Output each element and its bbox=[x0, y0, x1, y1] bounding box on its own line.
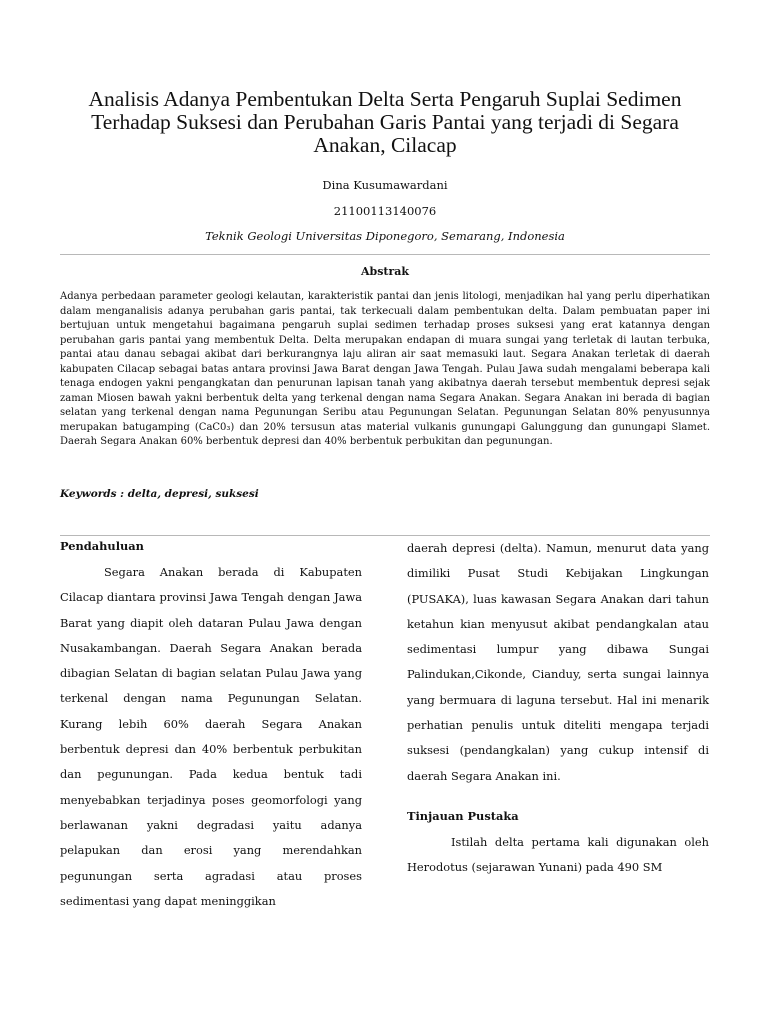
student-id: 21100113140076 bbox=[333, 204, 437, 218]
divider-top bbox=[60, 254, 710, 255]
affiliation: Teknik Geologi Universitas Diponegoro, Semarang, Indonesia bbox=[205, 229, 565, 243]
section-heading-literature-review: Tinjauan Pustaka bbox=[407, 808, 519, 823]
author-name: Dina Kusumawardani bbox=[322, 178, 448, 192]
section-heading-introduction: Pendahuluan bbox=[60, 539, 144, 553]
section-gap bbox=[407, 789, 709, 806]
left-column bbox=[60, 536, 362, 914]
introduction-paragraph: Segara Anakan berada di Kabupaten Cilacap diantara provinsi Jawa Tengah dengan Jawa Barat yang diapit oleh dataran Pulau Jawa dengan Nusakambangan. Daerah Segara Anakan berada dibagian Selatan di bagian selatan Pulau Jawa yang terkenal dengan nama Pegunungan Selatan. Kurang lebih 60% daerah Segara Anakan berbentuk depresi dan 40% berbentuk perbukitan dan pegunungan. Pada kedua bentuk tadi menyebabkan terjadinya poses geomorfologi yang berlawanan yakni degradasi yaitu adanya pelapukan dan erosi yang merendahkan pegunungan serta agradasi atau proses sedimentasi yang dapat meninggikan bbox=[60, 565, 362, 908]
right-column bbox=[407, 536, 709, 881]
literature-review-paragraph: Istilah delta pertama kali digunakan oleh Herodotus (sejarawan Yunani) pada 490 SM bbox=[407, 834, 709, 875]
abstract-body: Adanya perbedaan parameter geologi kelautan, karakteristik pantai dan jenis litologi, menjadikan hal yang perlu diperhatikan dalam menganalisis adanya perubahan garis pantai, tak terkecuali dalam pembentukan delta. Dalam pembuatan paper ini bertujuan untuk mengetahui bagaimana pengaruh suplai sedimen terhadap proses suksesi yang erat katannya dengan perubahan garis pantai yang membentuk Delta. Delta merupakan endapan di muara sungai yang terletak di lautan terbuka, pantai atau danau sebagai akibat dari berkurangnya laju aliran air saat memasuki laut. Segara Anakan terletak di daerah kabupaten Cilacap sebagai batas antara provinsi Jawa Barat dengan Jawa Tengah. Pulau Jawa sudah mengalami beberapa kali tenaga endogen yakni pengangkatan dan penurunan lapisan tanah yang akibatnya daerah tersebut membentuk depresi sejak zaman Miosen bawah yakni berbentuk delta yang terkenal dengan nama Segara Anakan. Segara Anakan ini berada di bagian selatan yang terkenal dengan nama Pegunungan Seribu atau Pegunungan Selatan. Pegunungan Selatan 80% penyusunnya merupakan batugamping (CaC0₃) dan 20% tersusun atas material vulkanis gunungapi Galunggung dan gunungapi Slamet. Daerah Segara Anakan 60% berbentuk depresi dan 40% berbentuk perbukitan dan pegunungan. bbox=[60, 291, 710, 447]
keywords: Keywords : delta, depresi, suksesi bbox=[60, 488, 259, 500]
paper-title: Analisis Adanya Pembentukan Delta Serta Pengaruh Suplai Sedimen Terhadap Suksesi dan Perubahan Garis Pantai yang terjadi di Segara Anakan, Cilacap bbox=[88, 87, 682, 157]
introduction-paragraph-continued: daerah depresi (delta). Namun, menurut data yang dimiliki Pusat Studi Kebijakan Lingkungan (PUSAKA), luas kawasan Segara Anakan dari tahun ketahun kian menyusut akibat pendangkalan atau sedimentasi lumpur yang dibawa Sungai Palindukan,Cikonde, Cianduy, serta sungai lainnya yang bermuara di laguna tersebut. Hal ini menarik perhatian penulis untuk diteliti mengapa terjadi suksesi (pendangkalan) yang cukup intensif di daerah Segara Anakan ini. bbox=[407, 541, 709, 783]
abstract-heading: Abstrak bbox=[360, 265, 410, 278]
